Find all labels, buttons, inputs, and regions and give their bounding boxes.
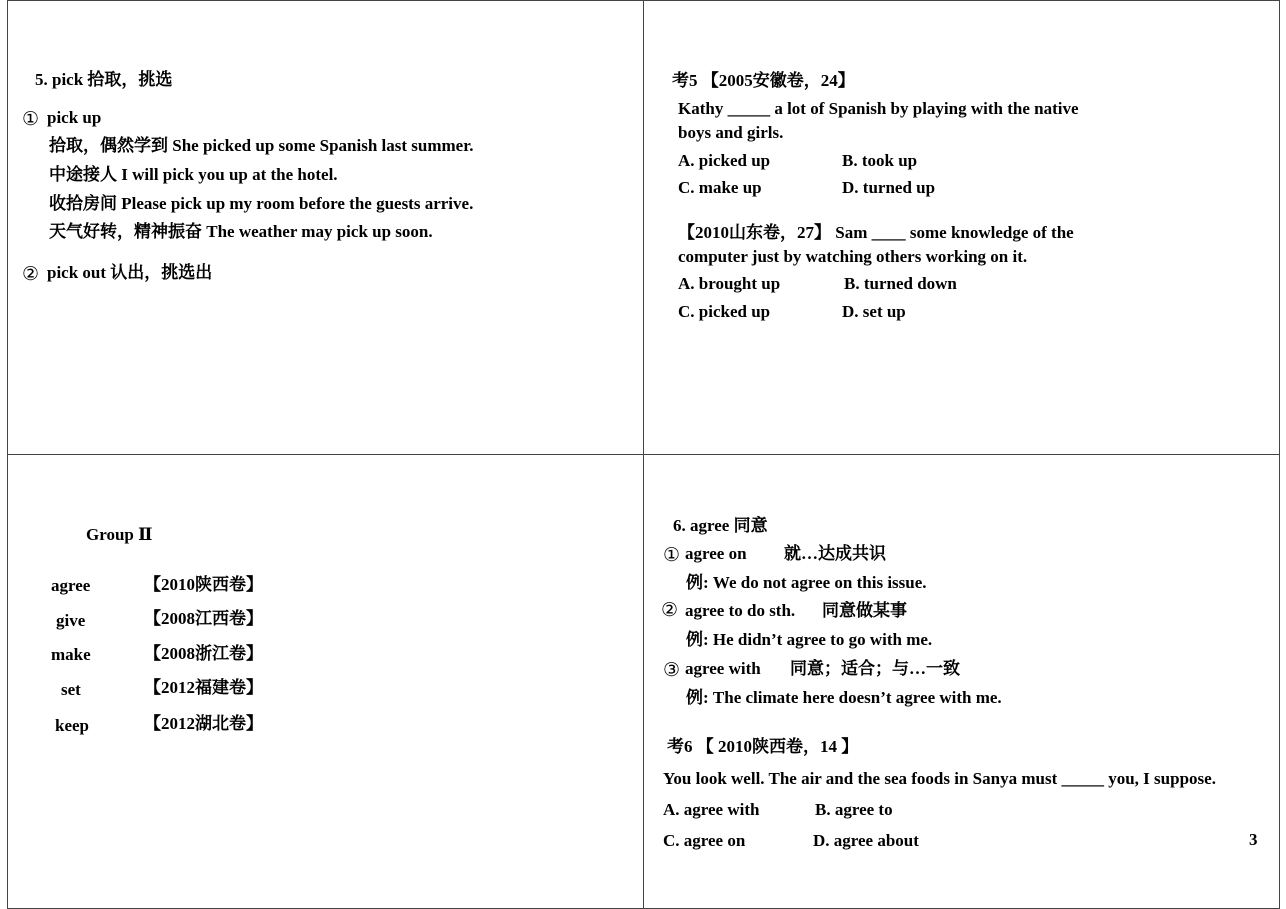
subheading-pick-out: pick out 认出，挑选出 [47,263,213,282]
answer-option: C. agree on [663,831,746,850]
word-item: keep [55,716,89,735]
answer-option: A. brought up [678,274,781,293]
slide-heading: 6. agree 同意 [673,516,768,535]
answer-option: A. agree with [663,800,760,819]
word-item: set [61,680,81,699]
exam-source: 【2008江西卷】 [144,609,263,628]
question-text: computer just by watching others working on it. [678,247,1028,266]
phrase-meaning: 同意做某事 [822,601,907,620]
answer-option: B. agree to [815,800,893,819]
phrase: agree to do sth. [685,601,796,620]
phrase: agree on [685,544,747,563]
answer-option: D. agree about [813,831,919,850]
answer-option: C. make up [678,178,762,197]
phrase: agree with [685,659,761,678]
circled-number-1: ① [22,109,40,130]
answer-option: B. turned down [844,274,957,293]
question-header: 考5 【2005安徽卷，24】 [672,71,855,90]
question-text: You look well. The air and the sea foods in Sanya must _____ you, I suppose. [663,769,1216,788]
slide-pick-exercises [643,0,1280,455]
page-number: 3 [1249,830,1258,849]
example-line: 例: He didn’t agree to go with me. [686,630,933,649]
answer-option: D. set up [842,302,906,321]
answer-option: C. picked up [678,302,771,321]
exam-source: 【2010陕西卷】 [144,575,263,594]
phrase-meaning: 同意；适合；与…一致 [790,659,960,678]
circled-number-2: ② [22,264,40,285]
phrase-meaning: 就…达成共识 [784,544,886,563]
word-item: agree [51,576,91,595]
question-text: boys and girls. [678,123,784,142]
word-item: make [51,645,91,664]
circled-number-3: ③ [663,660,681,681]
question-text: Kathy _____ a lot of Spanish by playing with the native [678,99,1079,118]
example-line: 收拾房间 Please pick up my room before the guests arrive. [49,194,474,213]
exam-source: 【2012福建卷】 [144,678,263,697]
answer-option: B. took up [842,151,918,170]
slide-heading: 5. pick 拾取，挑选 [35,70,173,89]
example-line: 拾取，偶然学到 She picked up some Spanish last summer. [49,136,474,155]
example-line: 例: We do not agree on this issue. [686,573,927,592]
circled-number-2: ② [661,600,679,621]
example-line: 天气好转，精神振奋 The weather may pick up soon. [49,222,433,241]
example-line: 中途接人 I will pick you up at the hotel. [49,165,338,184]
subheading-pick-up: pick up [47,108,102,127]
exam-source: 【2008浙江卷】 [144,644,263,663]
question-text: 【2010山东卷，27】 Sam ____ some knowledge of the [678,223,1074,242]
circled-number-1: ① [663,545,681,566]
answer-option: A. picked up [678,151,771,170]
question-header: 考6 【 2010陕西卷，14 】 [667,737,859,756]
example-line: 例: The climate here doesn’t agree with me. [686,688,1002,707]
slide-group-two [7,454,644,909]
exam-source: 【2012湖北卷】 [144,714,263,733]
word-item: give [56,611,86,630]
slide-pick [7,0,644,455]
answer-option: D. turned up [842,178,936,197]
slide-agree [643,454,1280,909]
group-title: Group Ⅱ [86,525,153,544]
